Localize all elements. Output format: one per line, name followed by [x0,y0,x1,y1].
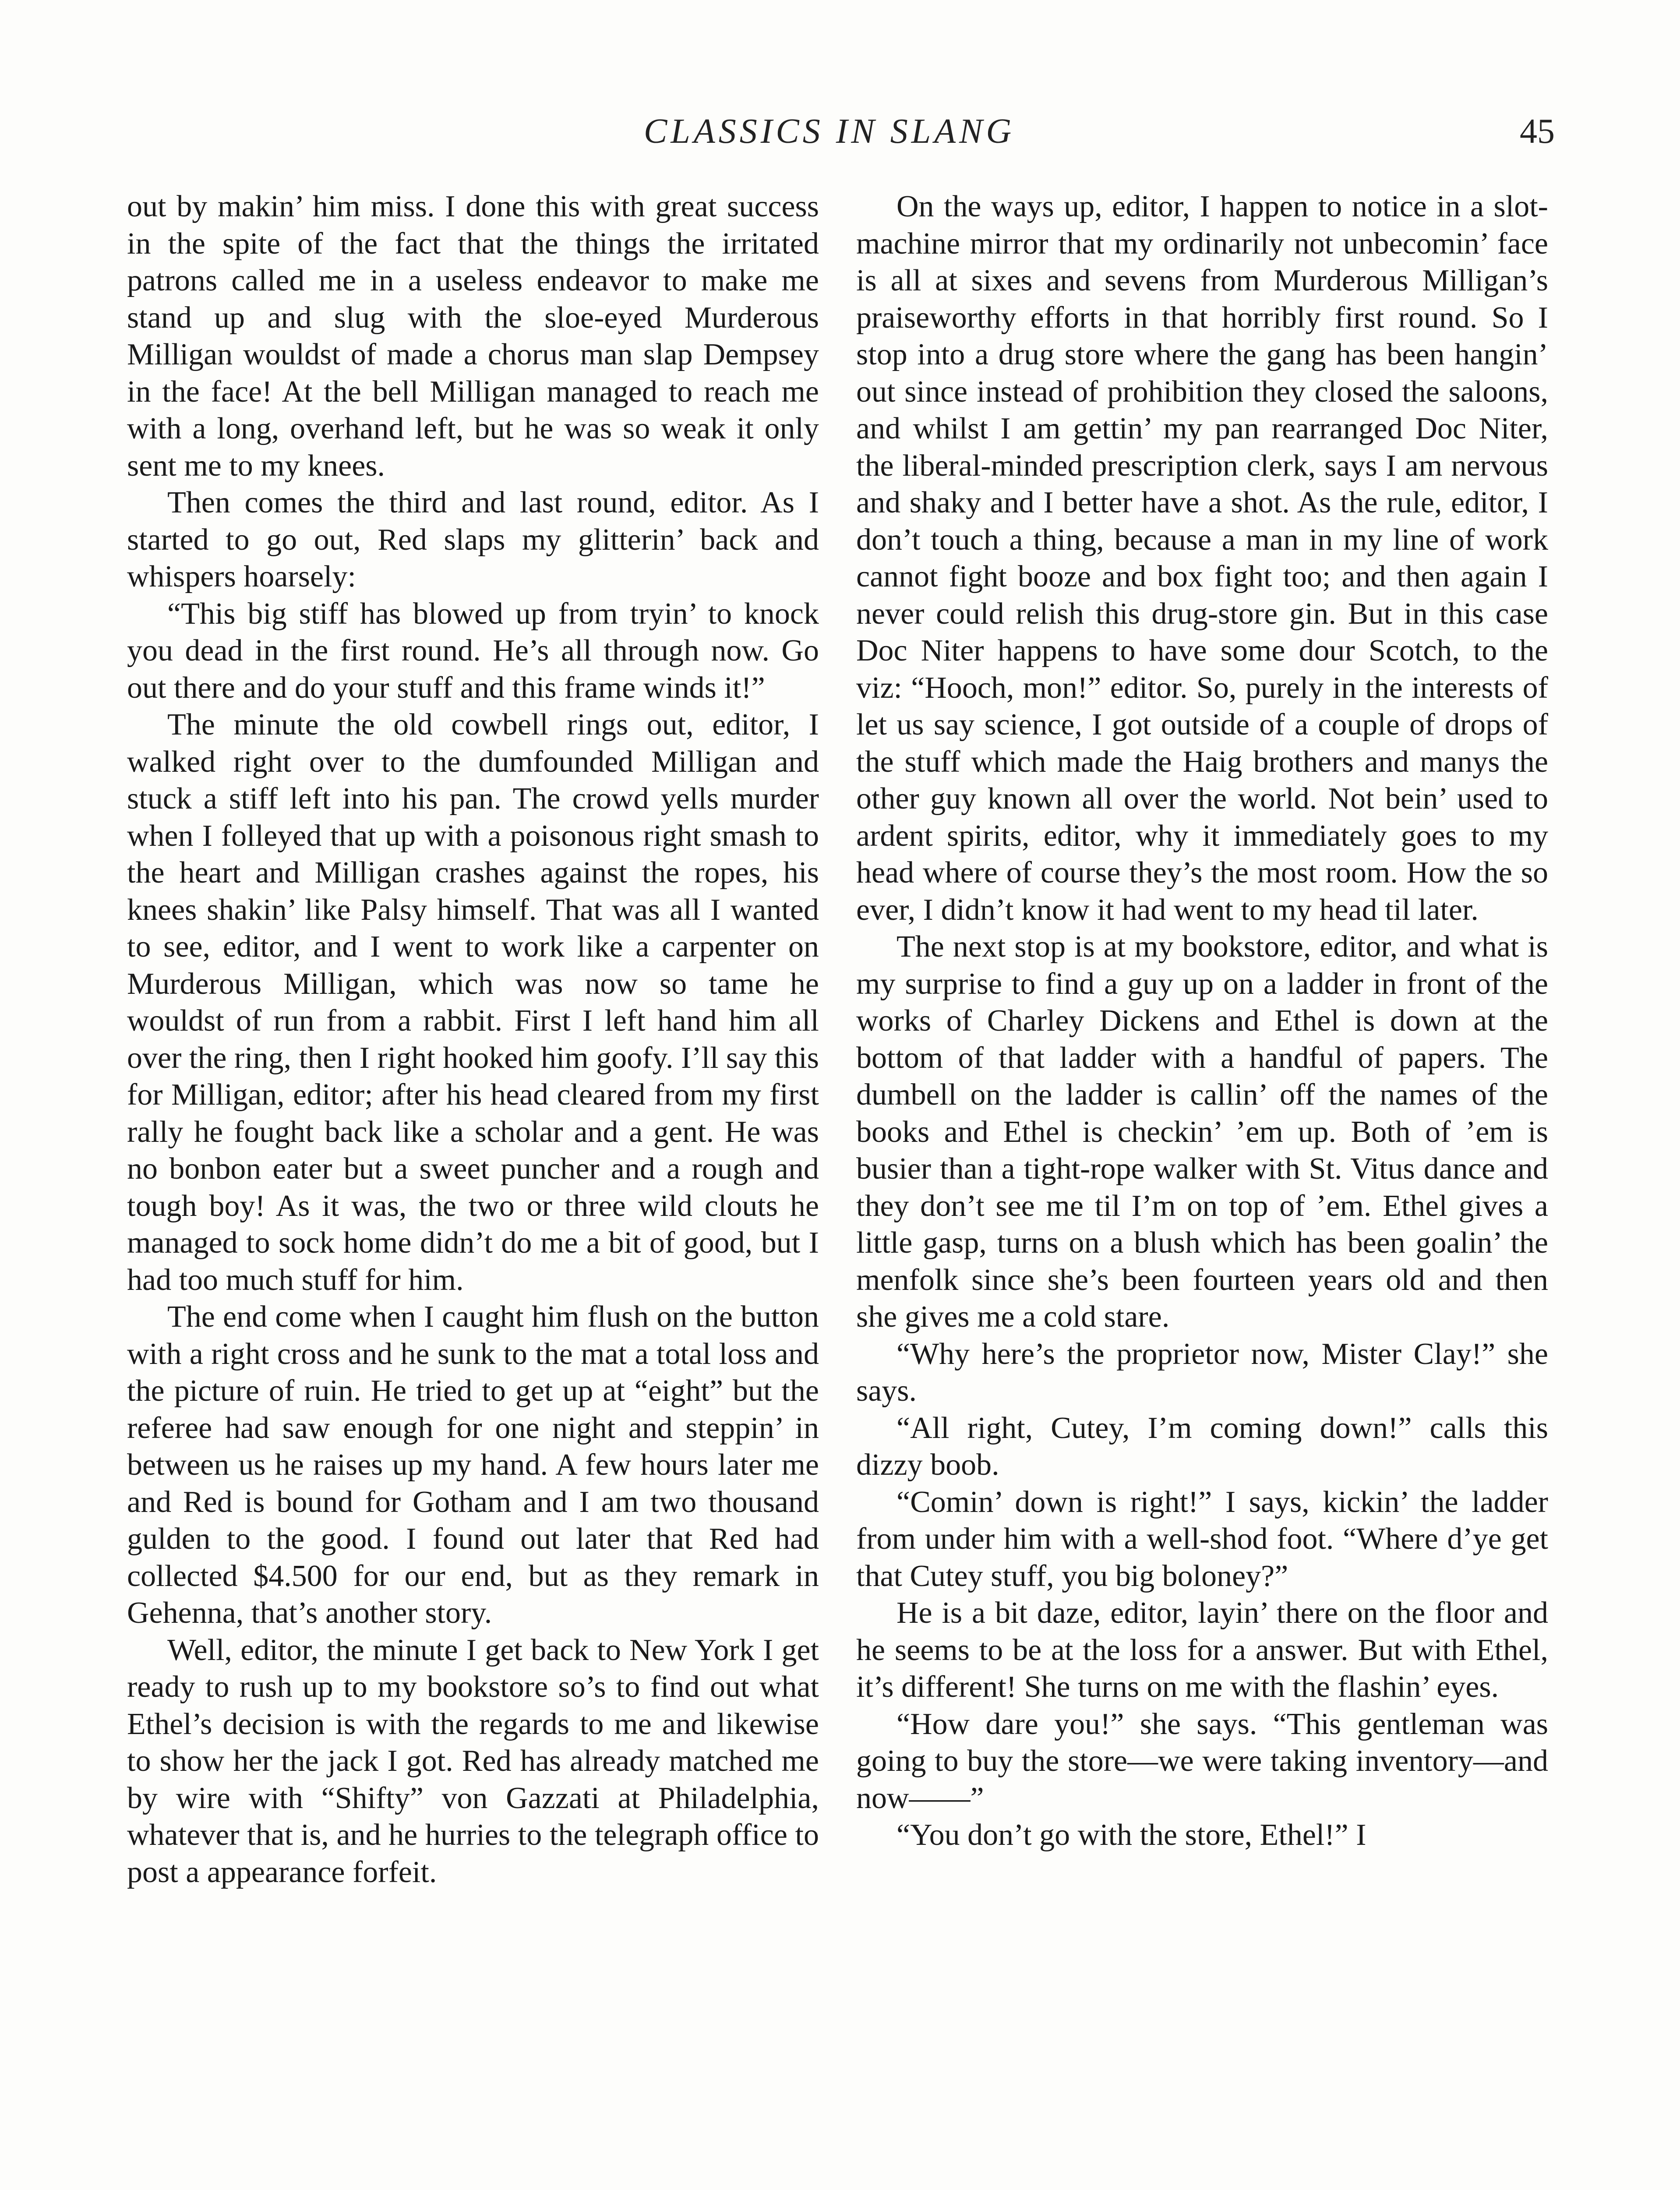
paragraph: “Comin’ down is right!” I says, kickin’ the ladder from under him with a well-shod foot. “Where d’ye get that Cutey stuff, you big boloney?” [856,1485,1548,1593]
paragraph: The next stop is at my bookstore, editor, and what is my surprise to find a guy up on a ladder in front of the works of Charley Dickens and Ethel is down at the bottom of that ladder with a handful of papers. The dumbell on the ladder is callin’ off the names of the books and Ethel is checkin’ ’em up. Both of ’em is busier than a tight-rope walker with St. Vitus dance and they don’t see me til I’m on top of ’em. Ethel gives a little gasp, turns on a blush which has been goalin’ the menfolk since she’s been fourteen years old and then she gives me a cold stare. [856,930,1548,1334]
page-number: 45 [1520,112,1555,151]
paragraph: out by makin’ him miss. I done this with great success in the spite of the fact that the things the irritated patrons called me in a useless endeavor to make me stand up and slug with the sloe-eyed Murderous Milligan wouldst of made a chorus man slap Dempsey in the face! At the bell Milligan managed to reach me with a long, overhand left, but he was so weak it only sent me to my knees. [127,190,819,483]
paragraph: “How dare you!” she says. “This gentleman was going to buy the store—we were taking inventory—and now——” [856,1707,1548,1815]
page-header [0,112,1680,164]
paragraph: He is a bit daze, editor, layin’ there on the floor and he seems to be at the loss for a answer. But with Ethel, it’s different! She turns on me with the flashin’ eyes. [856,1596,1548,1704]
right-column [856,188,1548,1854]
paragraph: “All right, Cutey, I’m coming down!” calls this dizzy boob. [856,1411,1548,1482]
running-title: CLASSICS IN SLANG [644,112,1015,151]
paragraph: The minute the old cowbell rings out, editor, I walked right over to the dumfounded Milligan and stuck a stiff left into his pan. The crowd yells murder when I folleyed that up with a poisonous right smash to the heart and Milligan crashes against the ropes, his knees shakin’ like Palsy himself. That was all I wanted to see, editor, and I went to work like a carpenter on Murderous Milligan, which was now so tame he wouldst of run from a rabbit. First I left hand him all over the ring, then I right hooked him goofy. I’ll say this for Milligan, editor; after his head cleared from my first rally he fought back like a scholar and a gent. He was no bonbon eater but a sweet puncher and a rough and tough boy! As it was, the two or three wild clouts he managed to sock home didn’t do me a bit of good, but I had too much stuff for him. [127,708,819,1297]
paragraph: The end come when I caught him flush on the button with a right cross and he sunk to the mat a total loss and the picture of ruin. He tried to get up at “eight” but the referee had saw enough for one night and steppin’ in between us he raises up my hand. A few hours later me and Red is bound for Gotham and I am two thousand gulden to the good. I found out later that Red had collected $4.500 for our end, but as they remark in Gehenna, that’s another story. [127,1300,819,1630]
paragraph: Well, editor, the minute I get back to New York I get ready to rush up to my bookstore so’s to find out what Ethel’s decision is with the regards to me and likewise to show her the jack I got. Red has already matched me by wire with “Shifty” von Gazzati at Philadelphia, whatever that is, and he hurries to the telegraph office to post a appearance forfeit. [127,1633,819,1889]
paragraph: “This big stiff has blowed up from tryin’ to knock you dead in the first round. He’s all through now. Go out there and do your stuff and this frame winds it!” [127,597,819,705]
paragraph: “You don’t go with the store, Ethel!” I [896,1818,1366,1852]
left-column [127,188,819,1891]
paragraph: “Why here’s the proprietor now, Mister Clay!” she says. [856,1337,1548,1408]
paragraph: On the ways up, editor, I happen to notice in a slot-machine mirror that my ordinarily not unbecomin’ face is all at sixes and sevens from Murderous Milligan’s praiseworthy efforts in that horribly first round. So I stop into a drug store where the gang has been hangin’ out since instead of prohibition they closed the saloons, and whilst I am gettin’ my pan rearranged Doc Niter, the liberal-minded prescription clerk, says I am nervous and shaky and I better have a shot. As the rule, editor, I don’t touch a thing, because a man in my line of work cannot fight booze and box fight too; and then again I never could relish this drug-store gin. But in this case Doc Niter happens to have some dour Scotch, to the viz: “Hooch, mon!” editor. So, purely in the interests of let us say science, I got outside of a couple of drops of the stuff which made the Haig brothers and manys the other guy known all over the world. Not bein’ used to ardent spirits, editor, why it immediately goes to my head where of course they’s the most room. How the so ever, I didn’t know it had went to my head til later. [856,190,1548,927]
paragraph: Then comes the third and last round, editor. As I started to go out, Red slaps my glitterin’ back and whispers hoarsely: [127,486,819,593]
